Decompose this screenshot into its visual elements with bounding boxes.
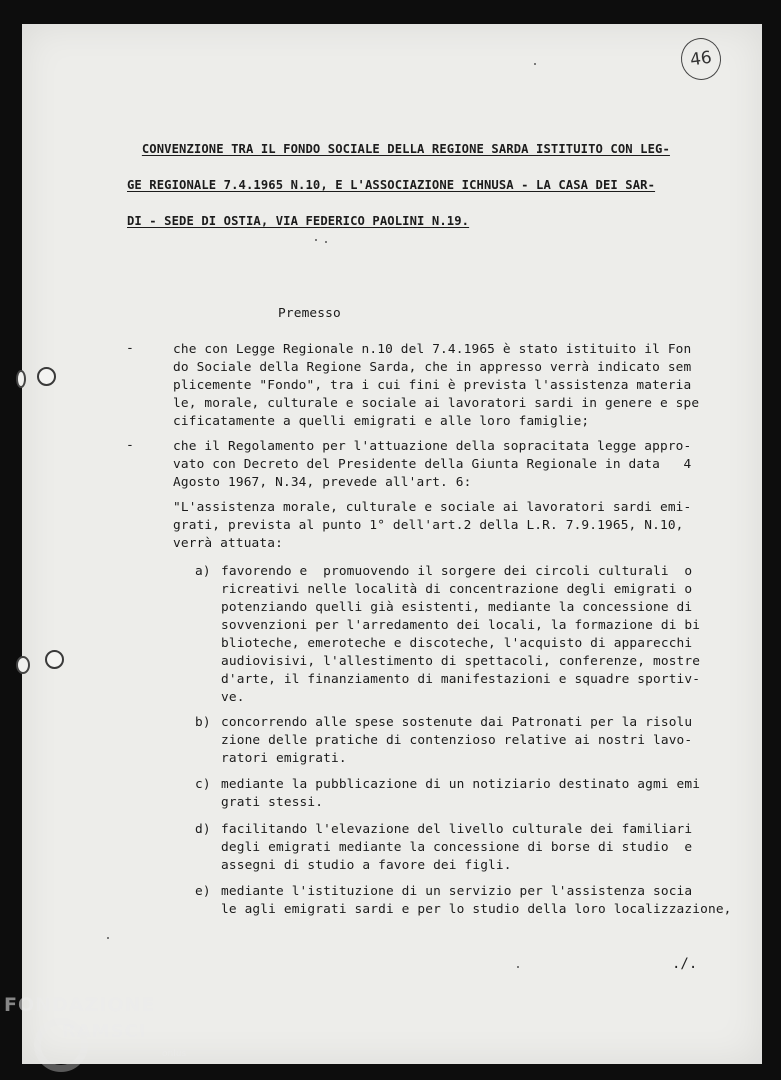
bullet-dash: -: [126, 438, 134, 453]
continuation-mark: ./.: [672, 956, 698, 972]
scan-speck: [325, 241, 327, 243]
text-line: do Sociale della Regione Sarda, che in appresso verrà indicato sem: [173, 360, 692, 375]
watermark-line: FONDAZIONE: [4, 994, 156, 1016]
text-line: che con Legge Regionale n.10 del 7.4.1965 è stato istituito il Fon: [173, 342, 692, 357]
title-line: GE REGIONALE 7.4.1965 N.10, E L'ASSOCIAZIONE ICHNUSA - LA CASA DEI SAR-: [127, 178, 656, 192]
text-line: mediante la pubblicazione di un notiziario destinato agmi emi: [221, 777, 701, 792]
text-line: ratori emigrati.: [221, 751, 347, 766]
punch-hole-edge: [16, 656, 30, 674]
text-line: ricreativi nelle località di concentrazione degli emigrati o: [221, 582, 693, 597]
item-label: a): [195, 564, 211, 579]
text-line: plicemente "Fondo", tra i cui fini è prevista l'assistenza materia: [173, 378, 692, 393]
archive-watermark: [4, 994, 204, 1074]
text-line: verrà attuata:: [173, 536, 283, 551]
text-line: favorendo e promuovendo il sorgere dei circoli culturali o: [221, 564, 693, 579]
page-number: 46: [678, 35, 723, 82]
punch-hole-edge: [16, 370, 26, 388]
bullet-dash: -: [126, 341, 134, 356]
text-line: che il Regolamento per l'attuazione della sopracitata legge appro-: [173, 439, 692, 454]
title-line: CONVENZIONE TRA IL FONDO SOCIALE DELLA REGIONE SARDA ISTITUITO CON LEG-: [141, 142, 670, 156]
text-line: blioteche, emeroteche e discoteche, l'acquisto di apparecchi: [221, 636, 693, 651]
text-line: facilitando l'elevazione del livello culturale dei familiari: [221, 822, 693, 837]
item-label: d): [195, 822, 211, 837]
text-line: grati, prevista al punto 1° dell'art.2 della L.R. 7.9.1965, N.10,: [173, 518, 684, 533]
text-line: le agli emigrati sardi e per lo studio della loro localizzazione,: [221, 902, 732, 917]
text-line: d'arte, il finanziamento di manifestazioni e squadre sportiv-: [221, 672, 701, 687]
text-line: vato con Decreto del Presidente della Giunta Regionale in data 4: [173, 457, 692, 472]
scan-speck: [534, 63, 536, 65]
text-line: "L'assistenza morale, culturale e sociale ai lavoratori sardi emi-: [173, 500, 692, 515]
watermark-small: onlus: [162, 1049, 187, 1059]
text-line: potenziando quelli già esistenti, mediante la concessione di: [221, 600, 693, 615]
text-line: le, morale, culturale e sociale ai lavoratori sardi in genere e spe: [173, 396, 700, 411]
text-line: ve.: [221, 690, 245, 705]
text-line: assegni di studio a favore dei figli.: [221, 858, 512, 873]
text-line: Agosto 1967, N.34, prevede all'art. 6:: [173, 475, 472, 490]
text-line: concorrendo alle spese sostenute dai Patronati per la risolu: [221, 715, 693, 730]
punch-hole: [37, 367, 56, 386]
item-label: b): [195, 715, 211, 730]
watermark-line: RAMSCI: [62, 1021, 147, 1042]
scan-speck: [315, 239, 317, 241]
text-line: zione delle pratiche di contenzioso relative ai nostri lavo-: [221, 733, 693, 748]
item-label: e): [195, 884, 211, 899]
section-heading-premesso: Premesso: [278, 306, 341, 321]
text-line: mediante l'istituzione di un servizio per l'assistenza socia: [221, 884, 693, 899]
text-line: audiovisivi, l'allestimento di spettacoli, conferenze, mostre: [221, 654, 701, 669]
text-line: grati stessi.: [221, 795, 324, 810]
punch-hole: [45, 650, 64, 669]
item-label: c): [195, 777, 211, 792]
scan-speck: [517, 966, 519, 968]
text-line: cificatamente a quelli emigrati e alle loro famiglie;: [173, 414, 590, 429]
text-line: sovvenzioni per l'arredamento dei locali, la formazione di bi: [221, 618, 701, 633]
document-title: [127, 122, 707, 230]
title-line: DI - SEDE DI OSTIA, VIA FEDERICO PAOLINI N.19.: [127, 214, 470, 228]
scan-speck: [107, 937, 109, 939]
text-line: degli emigrati mediante la concessione di borse di studio e: [221, 840, 693, 855]
